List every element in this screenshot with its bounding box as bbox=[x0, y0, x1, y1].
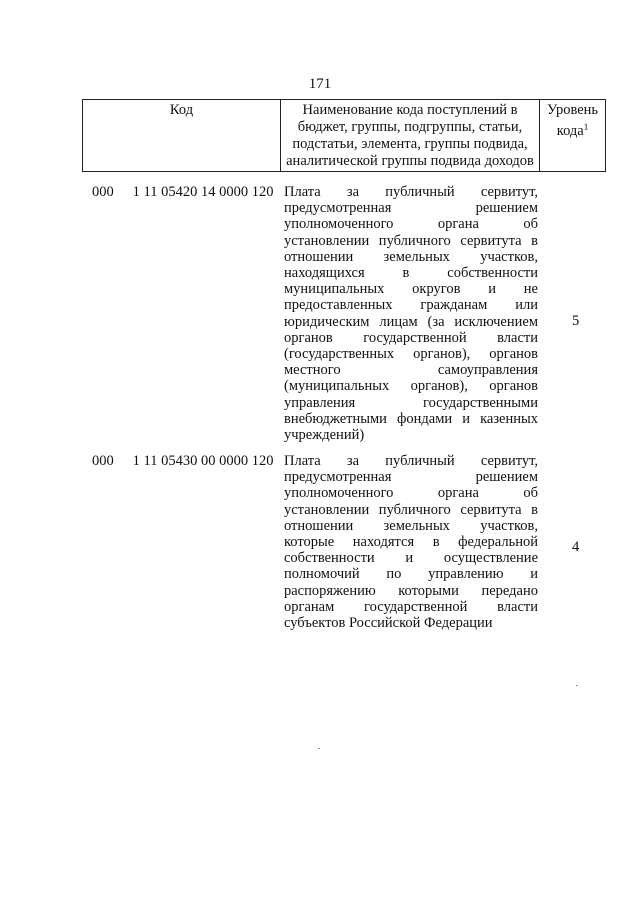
income-name: Плата за публичный сервитут, предусмотренная решением уполномоченного органа об установлении публичного сервитута в отношении земельных участков, находящихся в собственности муниципальных округов и не предоставленных гражданам или юридическим лицам (за исключением органов государственной власти (государственных органов), органов местного самоуправления (муниципальных органов), органов управления государственными внебюджетными фондами и казенных учреждений) bbox=[284, 184, 538, 444]
code-level: 4 bbox=[572, 539, 580, 555]
header-level-label: Уровень кода bbox=[546, 102, 599, 139]
page-number: 171 bbox=[308, 76, 332, 92]
budget-code: 1 11 05420 14 0000 120 bbox=[132, 184, 274, 200]
admin-code: 000 bbox=[92, 453, 114, 469]
footnote-marker: 1 bbox=[583, 122, 589, 132]
scan-speck bbox=[576, 685, 578, 686]
code-level: 5 bbox=[572, 313, 580, 329]
header-code: Код bbox=[83, 100, 281, 172]
header-level bbox=[540, 100, 606, 172]
scan-speck bbox=[318, 748, 320, 749]
header-name: Наименование кода поступлений в бюджет, группы, подгруппы, статьи, подстатьи, элемента, группы подвида, аналитической группы подвида доходов bbox=[281, 100, 540, 172]
budget-code: 1 11 05430 00 0000 120 bbox=[132, 453, 274, 469]
income-code bbox=[92, 453, 273, 470]
income-code bbox=[92, 184, 273, 201]
income-name: Плата за публичный сервитут, предусмотренная решением уполномоченного органа об установлении публичного сервитута в отношении земельных участков, которые находятся в федеральной собственности и осуществление полномочий по управлению и распоряжению которыми передано органам государственной власти субъектов Российской Федерации bbox=[284, 453, 538, 632]
admin-code: 000 bbox=[92, 184, 114, 200]
header-row bbox=[83, 100, 606, 172]
table-header bbox=[82, 99, 606, 172]
